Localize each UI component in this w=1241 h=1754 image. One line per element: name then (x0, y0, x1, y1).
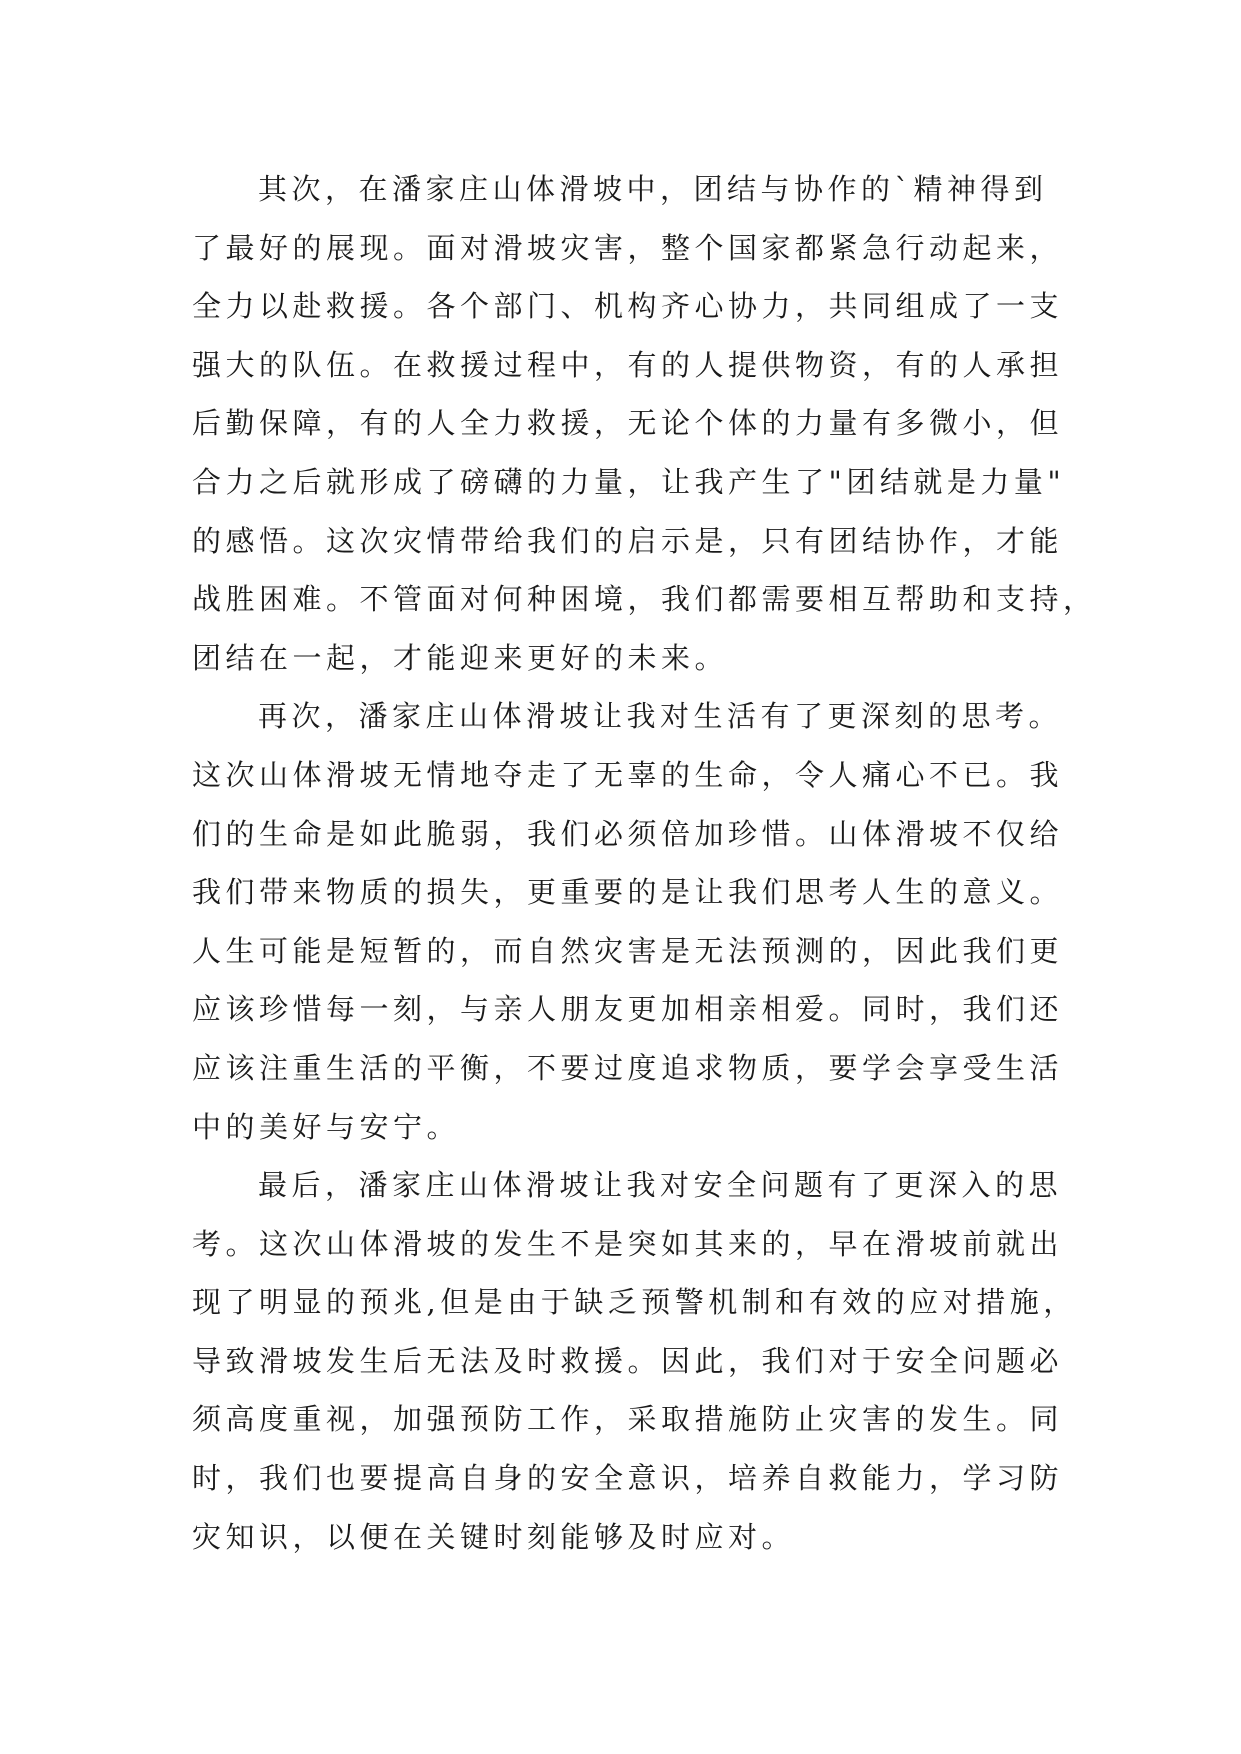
text-line: 的感悟。这次灾情带给我们的启示是，只有团结协作，才能 (192, 523, 1064, 558)
text-line: 后勤保障，有的人全力救援，无论个体的力量有多微小，但 (192, 406, 1064, 441)
text-line: 应该注重生活的平衡，不要过度追求物质，要学会享受生活 (192, 1050, 1064, 1085)
text-line: 最后，潘家庄山体滑坡让我对安全问题有了更深入的思 (258, 1168, 1063, 1203)
text-line: 我们带来物质的损失，更重要的是让我们思考人生的意义。 (192, 875, 1064, 910)
text-line: 考。这次山体滑坡的发生不是突如其来的，早在滑坡前就出 (192, 1226, 1064, 1261)
text-line: 中的美好与安宁。 (192, 1109, 461, 1144)
text-line: 人生可能是短暂的，而自然灾害是无法预测的，因此我们更 (192, 933, 1064, 968)
paragraph-life (192, 687, 1064, 1156)
text-line: 这次山体滑坡无情地夺走了无辜的生命，令人痛心不已。我 (192, 757, 1064, 792)
text-line: 了最好的展现。面对滑坡灾害，整个国家都紧急行动起来， (192, 230, 1064, 265)
text-line: 战胜困难。不管面对何种困境，我们都需要相互帮助和支持， (192, 582, 1097, 617)
text-line: 现了明显的预兆,但是由于缺乏预警机制和有效的应对措施， (192, 1285, 1077, 1320)
text-line: 团结在一起，才能迎来更好的未来。 (192, 640, 729, 675)
document-body (192, 160, 1097, 1566)
text-line: 导致滑坡发生后无法及时救援。因此，我们对于安全问题必 (192, 1343, 1064, 1378)
text-line: 应该珍惜每一刻，与亲人朋友更加相亲相爱。同时，我们还 (192, 992, 1064, 1027)
text-line: 全力以赴救援。各个部门、机构齐心协力，共同组成了一支 (192, 289, 1064, 324)
text-line: 其次，在潘家庄山体滑坡中，团结与协作的`精神得到 (258, 172, 1048, 206)
text-line: 时，我们也要提高自身的安全意识，培养自救能力，学习防 (192, 1461, 1064, 1496)
text-line: 再次，潘家庄山体滑坡让我对生活有了更深刻的思考。 (258, 699, 1063, 734)
text-line: 须高度重视，加强预防工作，采取措施防止灾害的发生。同 (192, 1402, 1064, 1437)
text-line: 合力之后就形成了磅礴的力量，让我产生了"团结就是力量" (192, 464, 1066, 499)
text-line: 强大的队伍。在救援过程中，有的人提供物资，有的人承担 (192, 347, 1064, 382)
text-line: 们的生命是如此脆弱，我们必须倍加珍惜。山体滑坡不仅给 (192, 816, 1064, 851)
paragraph-safety (192, 1156, 1077, 1566)
paragraph-unity (192, 160, 1097, 687)
text-line: 灾知识，以便在关键时刻能够及时应对。 (192, 1519, 796, 1554)
